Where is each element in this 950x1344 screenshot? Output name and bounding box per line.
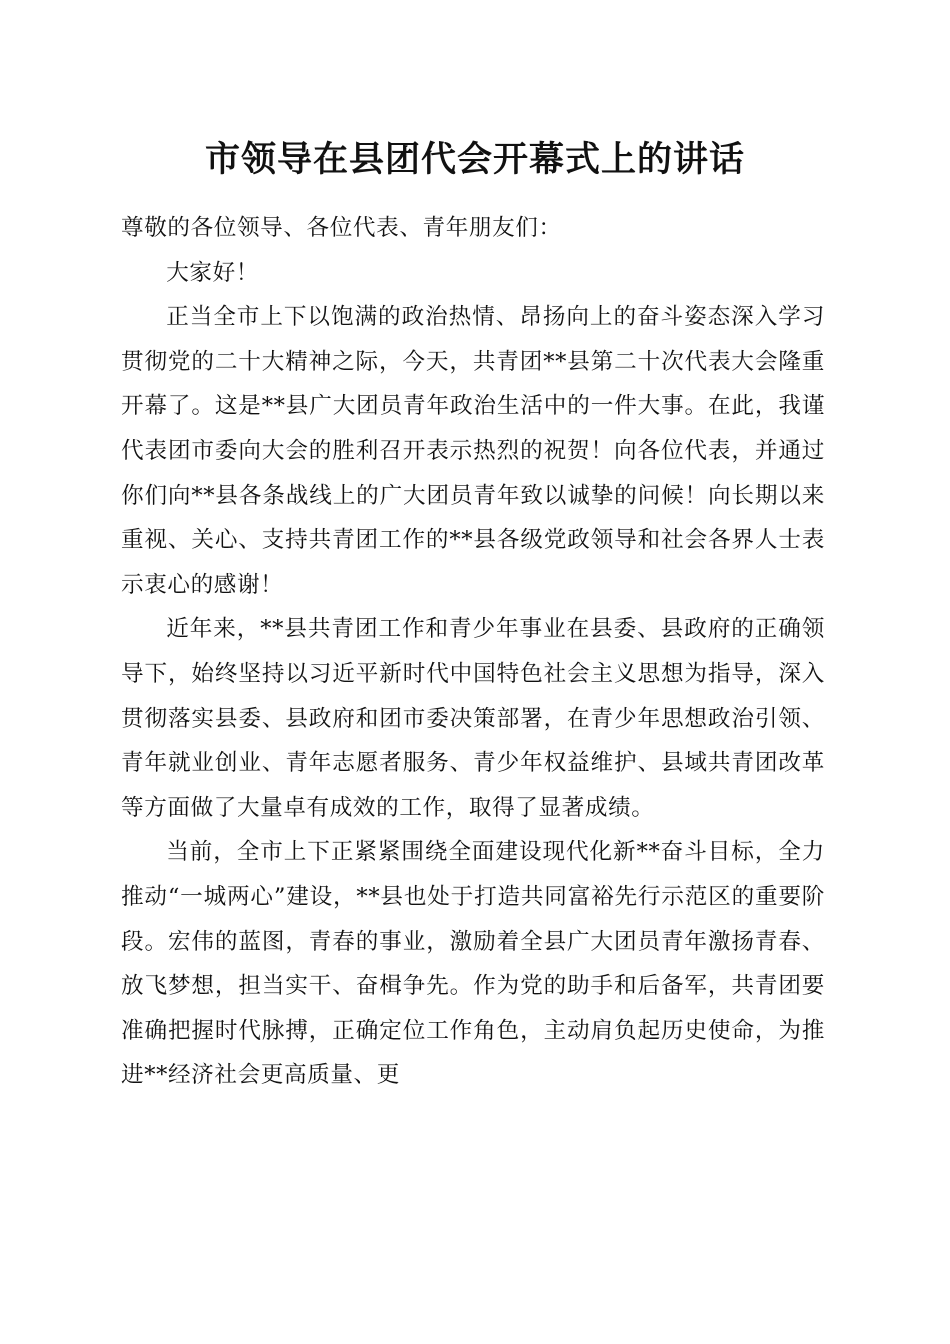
paragraph-opening: 正当全市上下以饱满的政治热情、昂扬向上的奋斗姿态深入学习贯彻党的二十大精神之际，今天，共青团**县第二十次代表大会隆重开幕了。这是**县广大团员青年政治生活中的一件大事。在此，我谨代表团市委向大会的胜利召开表示热烈的祝贺！向各位代表，并通过你们向**县各条战线上的广大团员青年致以诚挚的问候！向长期以来重视、关心、支持共青团工作的**县各级党政领导和社会各界人士表示衷心的感谢！ <box>121 304 825 598</box>
paragraph-achievements: 近年来，**县共青团工作和青少年事业在县委、县政府的正确领导下，始终坚持以习近平新时代中国特色社会主义思想为指导，深入贯彻落实县委、县政府和团市委决策部署，在青少年思想政治引领、青年就业创业、青年志愿者服务、青少年权益维护、县域共青团改革等方面做了大量卓有成效的工作，取得了显著成绩。 <box>121 616 825 821</box>
document-body <box>121 206 825 1098</box>
salutation: 尊敬的各位领导、各位代表、青年朋友们： <box>121 215 562 241</box>
document-title: 市领导在县团代会开幕式上的讲话 <box>204 139 745 180</box>
greeting: 大家好！ <box>166 259 259 286</box>
paragraph-current-situation: 当前，全市上下正紧紧围绕全面建设现代化新**奋斗目标，全力推动“一城两心”建设，**县也处于打造共同富裕先行示范区的重要阶段。宏伟的蓝图，青春的事业，激励着全县广大团员青年激扬青春、放飞梦想，担当实干、奋楫争先。作为党的助手和后备军，共青团要准确把握时代脉搏，正确定位工作角色，主动肩负起历史使命，为推进**经济社会更高质量、更 <box>121 839 825 1089</box>
